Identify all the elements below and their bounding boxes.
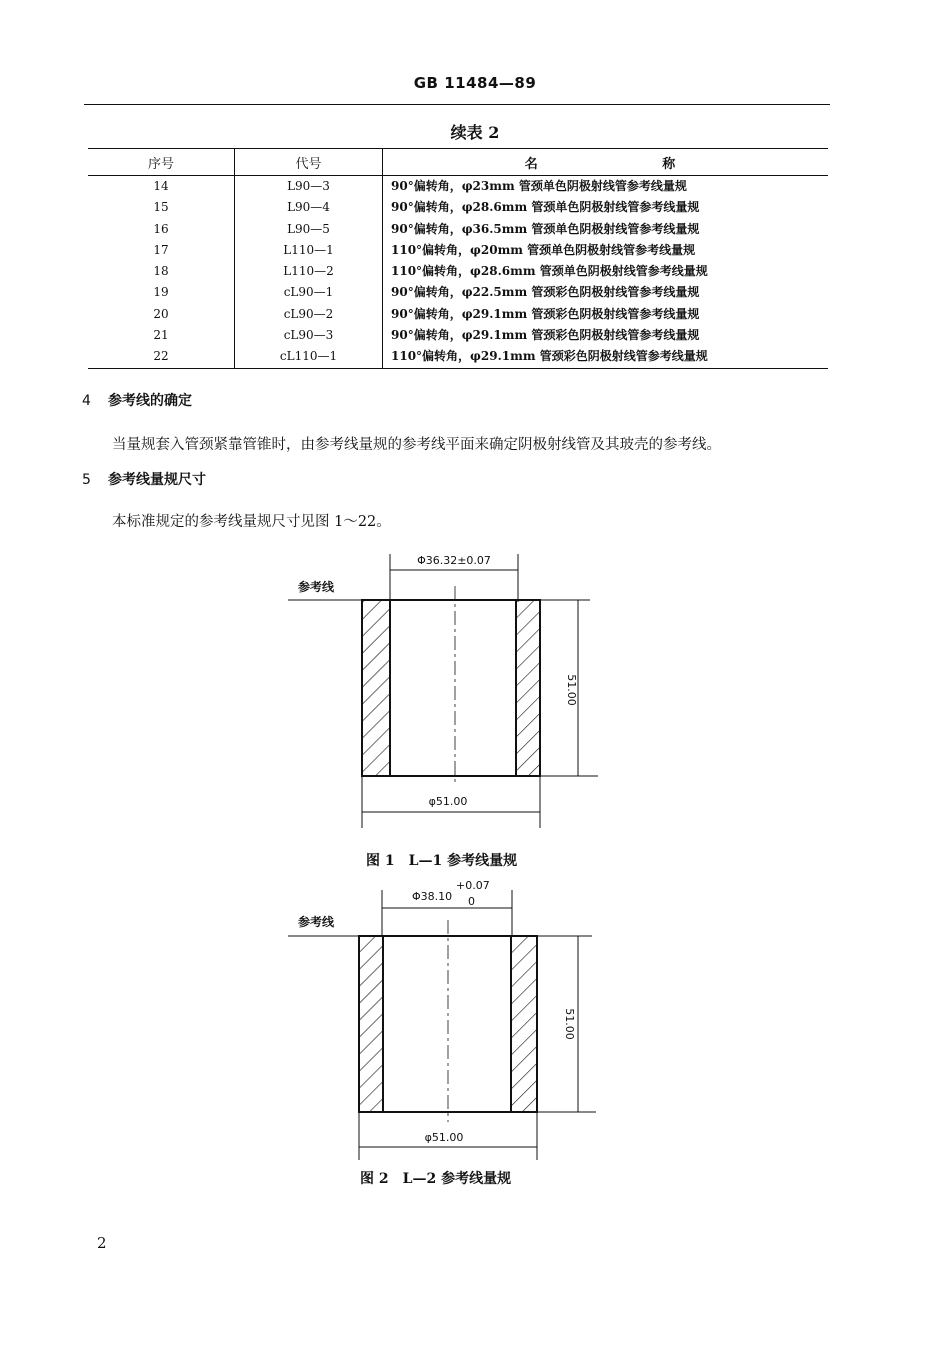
row-code: L110—1 xyxy=(235,240,383,261)
wall-right-section xyxy=(511,936,537,1112)
table-continued-2 xyxy=(88,148,828,369)
figure-1-caption: 图 1 L—1 参考线量规 xyxy=(366,853,518,869)
tolerance-lower: 0 xyxy=(468,895,475,908)
wall-left-section xyxy=(359,936,383,1112)
height-label: 51.00 xyxy=(563,1008,576,1040)
section-4-heading xyxy=(82,390,192,410)
column-header-no: 序号 xyxy=(88,149,235,176)
reference-line-label: 参考线 xyxy=(298,580,335,594)
row-code: cL110—1 xyxy=(235,346,383,368)
table-row xyxy=(88,325,828,346)
row-code: cL90—2 xyxy=(235,304,383,325)
row-code: L90—5 xyxy=(235,219,383,240)
table-row xyxy=(88,346,828,368)
header-rule xyxy=(84,104,830,105)
table-header-row xyxy=(88,149,828,176)
row-name: 90°偏转角，φ22.5mm 管颈彩色阴极射线管参考线量规 xyxy=(391,285,700,300)
table-row xyxy=(88,240,828,261)
figure-2-caption: 图 2 L—2 参考线量规 xyxy=(360,1171,512,1187)
section-5-text: 本标准规定的参考线量规尺寸见图 1～22。 xyxy=(112,514,391,530)
row-no: 22 xyxy=(88,346,235,368)
row-no: 19 xyxy=(88,282,235,303)
figure-1-drawing xyxy=(0,540,950,840)
reference-line-label: 参考线 xyxy=(298,915,335,929)
column-header-name: 名 称 xyxy=(383,149,829,176)
table-row xyxy=(88,176,828,198)
table-row xyxy=(88,219,828,240)
table-caption: 续表 2 xyxy=(450,123,500,142)
section-4-title: 参考线的确定 xyxy=(108,393,192,409)
inner-diameter-label: Φ36.32±0.07 xyxy=(417,554,491,567)
outer-diameter-label: φ51.00 xyxy=(428,795,468,808)
row-code: L110—2 xyxy=(235,261,383,282)
table-row xyxy=(88,261,828,282)
row-code: L90—4 xyxy=(235,197,383,218)
section-4-number: 4 xyxy=(82,393,91,409)
row-name: 90°偏转角，φ28.6mm 管颈单色阴极射线管参考线量规 xyxy=(391,200,700,215)
page-number: 2 xyxy=(97,1234,107,1252)
inner-diameter-label: Φ38.10 xyxy=(412,890,453,903)
wall-right-section xyxy=(516,600,540,776)
row-no: 17 xyxy=(88,240,235,261)
outer-diameter-label: φ51.00 xyxy=(424,1131,464,1144)
row-no: 14 xyxy=(88,176,235,198)
row-code: cL90—3 xyxy=(235,325,383,346)
row-no: 21 xyxy=(88,325,235,346)
row-code: cL90—1 xyxy=(235,282,383,303)
row-code: L90—3 xyxy=(235,176,383,198)
table-row xyxy=(88,197,828,218)
tolerance-upper: +0.07 xyxy=(456,879,490,892)
row-no: 15 xyxy=(88,197,235,218)
wall-left-section xyxy=(362,600,390,776)
height-label: 51.00 xyxy=(565,674,578,706)
row-name: 90°偏转角，φ23mm 管颈单色阴极射线管参考线量规 xyxy=(391,179,687,193)
figure-2-drawing xyxy=(0,870,950,1160)
row-no: 20 xyxy=(88,304,235,325)
row-no: 18 xyxy=(88,261,235,282)
row-no: 16 xyxy=(88,219,235,240)
section-5-title: 参考线量规尺寸 xyxy=(108,472,206,488)
row-name: 110°偏转角，φ20mm 管颈单色阴极射线管参考线量规 xyxy=(391,242,696,257)
section-5-number: 5 xyxy=(82,472,91,488)
table-row xyxy=(88,304,828,325)
section-4-text: 当量规套入管颈紧靠管锥时，由参考线量规的参考线平面来确定阴极射线管及其玻壳的参考线。 xyxy=(112,437,721,453)
table-row xyxy=(88,282,828,303)
row-name: 110°偏转角，φ28.6mm 管颈单色阴极射线管参考线量规 xyxy=(391,264,708,279)
row-name: 110°偏转角，φ29.1mm 管颈彩色阴极射线管参考线量规 xyxy=(383,346,829,368)
column-header-code: 代号 xyxy=(235,149,383,176)
row-name: 90°偏转角，φ36.5mm 管颈单色阴极射线管参考线量规 xyxy=(391,221,700,236)
section-5-heading xyxy=(82,469,206,489)
row-name: 90°偏转角，φ29.1mm 管颈彩色阴极射线管参考线量规 xyxy=(391,306,700,321)
row-name: 90°偏转角，φ29.1mm 管颈彩色阴极射线管参考线量规 xyxy=(391,328,700,343)
document-code: GB 11484—89 xyxy=(413,74,537,92)
